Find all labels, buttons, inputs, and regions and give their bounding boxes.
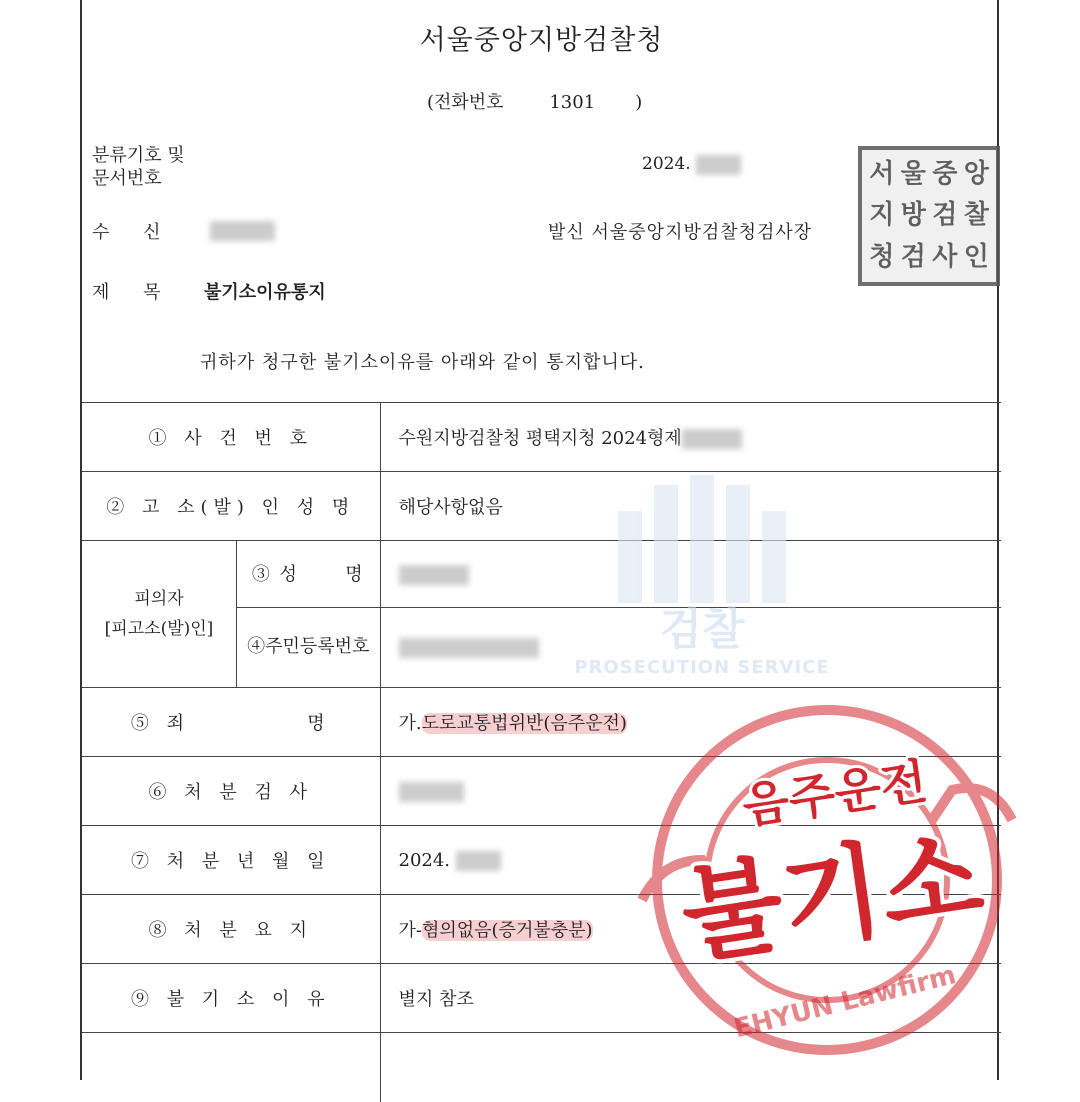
doc-number-label (92, 144, 185, 190)
doc-no-label-1: 분류기호 및 (92, 145, 185, 166)
row-label: ⑧ 처 분 요 지 (82, 895, 380, 964)
suspect-sublabels (237, 541, 380, 687)
redacted-name (399, 565, 469, 585)
table-row (82, 826, 1001, 895)
watermark-ko: 검찰 (659, 604, 745, 655)
row-label: ① 사 건 번 호 (82, 403, 380, 472)
value-prefix: 가. (398, 713, 422, 734)
suspect-label (82, 541, 237, 687)
redacted-id (399, 638, 539, 658)
watermark-en: PROSECUTION SERVICE (574, 657, 830, 678)
table-row (82, 1033, 1001, 1102)
sender-name: 서울중앙지방검찰청검사장 (591, 222, 813, 243)
redacted (456, 851, 501, 871)
row-label: ⑤ 죄 명 (82, 688, 380, 757)
row-value (380, 895, 1001, 964)
row-label-empty (82, 1033, 380, 1102)
recipient-label: 수 신 (92, 222, 175, 243)
disposition-summary: 혐의없음(증거불충분) (421, 920, 593, 941)
document-page (80, 0, 999, 1080)
subject: 불기소이유통지 (204, 282, 326, 303)
case-number: 수원지방검찰청 평택지청 2024형제 (398, 428, 682, 449)
phone-line (427, 88, 642, 114)
phone-number: 1301 (549, 92, 596, 113)
row-value (380, 608, 1001, 688)
table-row (82, 895, 1001, 964)
row-value (380, 826, 1001, 895)
redacted-prosecutor (399, 782, 464, 802)
intro-text: 귀하가 청구한 불기소이유를 아래와 같이 통지합니다. (200, 352, 645, 373)
group-label: 피의자 (134, 589, 184, 609)
row-value (380, 403, 1001, 472)
blur-box (210, 221, 275, 241)
stamp-top-text: 음주운전 (739, 753, 931, 835)
row-label: ⑨ 불 기 소 이 유 (82, 964, 380, 1033)
row-value (380, 688, 1001, 757)
table-row (82, 757, 1001, 826)
id-label: ④주민등록번호 (247, 636, 370, 657)
row-label: ② 고 소(발) 인 성 명 (82, 472, 380, 541)
disposition-date: 2024. (398, 849, 451, 871)
row-value-empty (380, 1033, 1001, 1102)
page-title: 서울중앙지방검찰청 (419, 25, 664, 56)
official-seal: 서 울 중 앙 지 방 검 찰 청 검 사 인 (858, 146, 1000, 286)
row-value: 해당사항없음 (380, 472, 1001, 541)
stamp-main-text: 불기소 (674, 814, 990, 978)
phone-close: ) (635, 92, 643, 113)
redacted (682, 429, 742, 449)
sender (548, 218, 812, 244)
notice-table (82, 402, 1001, 1102)
subject-label: 제 목 (92, 282, 175, 303)
suspect-group (82, 541, 380, 688)
phone-label: (전화번호 (427, 92, 504, 113)
charge: 도로교통법위반(음주운전) (421, 713, 627, 734)
redacted-recipient (210, 220, 275, 241)
name-label: ③ 성 명 (237, 541, 380, 608)
value-prefix: 가- (398, 920, 422, 941)
table-row (82, 964, 1001, 1033)
row-value (380, 541, 1001, 608)
doc-no-label-2: 문서번호 (92, 168, 162, 189)
sender-label: 발신 (548, 222, 585, 243)
table-row (82, 688, 1001, 757)
table-row (82, 541, 1001, 608)
date-text: 2024. (642, 154, 691, 174)
row-value (380, 757, 1001, 826)
table-row (82, 403, 1001, 472)
row-label: ⑥ 처 분 검 사 (82, 757, 380, 826)
redacted-date (696, 155, 741, 175)
table-row (82, 472, 1001, 541)
row-label: ⑦ 처 분 년 월 일 (82, 826, 380, 895)
row-value: 별지 참조 (380, 964, 1001, 1033)
date (642, 154, 741, 175)
group-sublabel: [피고소(발)인] (104, 619, 214, 639)
stamp-brand: EHYUN Lawfirm (731, 960, 960, 1045)
